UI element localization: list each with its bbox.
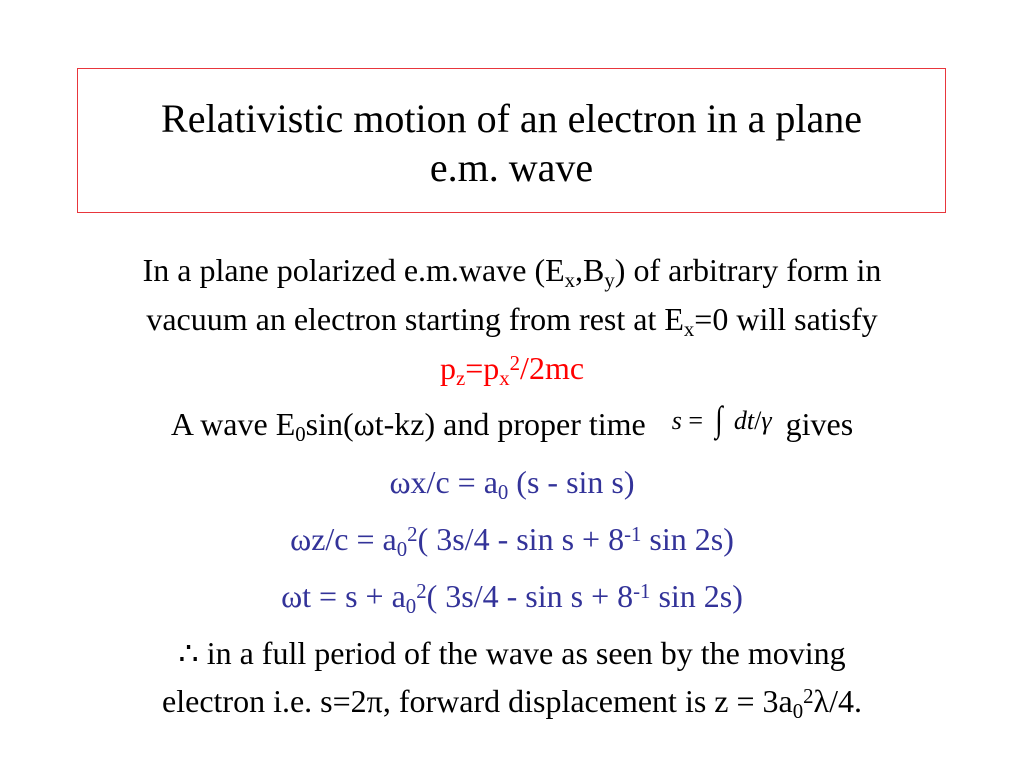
- intro-line-1: In a plane polarized e.m.wave $(E_x,B_y)$ of arbitrary form in: [142, 252, 882, 293]
- equation-t: $\omega t = s + a_0^2$( $3s/4 - \sin s + 8^{-1}$ sin 2s): [281, 578, 743, 619]
- slide-title-line-2: e.m. wave: [429, 145, 594, 190]
- wave-definition-line: A wave $E_0\sin(\omega t-kz)$ and proper time s = ∫ dt/γ gives: [170, 399, 854, 447]
- conclusion-line-1: ∴ in a full period of the wave as seen by the moving: [178, 635, 846, 671]
- conclusion-line-2: electron i.e. s=2π, forward displacement is $z = 3a_0^2\lambda/4$.: [162, 683, 862, 724]
- equation-z: $\omega z/c = a_0^2$( $3s/4 - \sin s + 8^{-1}$ sin 2s): [290, 521, 734, 562]
- slide-title-line-1: Relativistic motion of an electron in a plane: [161, 96, 862, 141]
- title-box: [77, 68, 946, 213]
- proper-time-formula: s = ∫ dt/γ: [671, 399, 772, 439]
- intro-line-2: vacuum an electron starting from rest at $E_x=0$ will satisfy: [146, 301, 878, 342]
- integral-sign: ∫: [714, 399, 723, 439]
- therefore-symbol: ∴: [178, 635, 199, 671]
- equation-x: $\omega x/c = a_0$ (s - sin s): [389, 464, 635, 505]
- momentum-condition: $p_z=p_x^2/2mc$: [439, 350, 585, 391]
